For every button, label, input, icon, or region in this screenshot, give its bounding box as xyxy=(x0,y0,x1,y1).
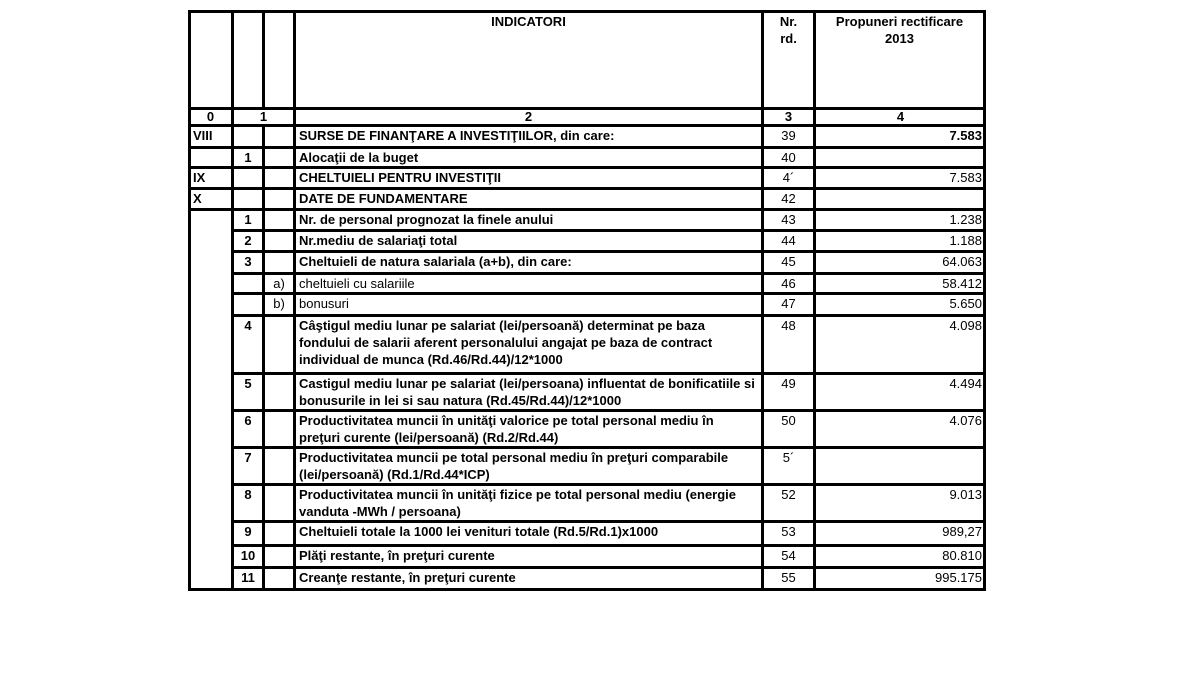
row-subitem-letter xyxy=(264,568,295,590)
row-nr-rd: 44 xyxy=(763,231,815,252)
row-subitem-letter xyxy=(264,546,295,568)
table-row xyxy=(190,411,985,448)
row-subitem-letter xyxy=(264,189,295,210)
table-row xyxy=(190,448,985,485)
table-row xyxy=(190,148,985,168)
row-indicator-label: Câştigul mediu lunar pe salariat (lei/persoană) determinat pe baza fondului de salarii aferent personalului angajat pe baza de contract individual de munca (Rd.46/Rd.44)/12*1000 xyxy=(295,316,763,374)
row-item-number xyxy=(233,189,264,210)
index-4: 4 xyxy=(815,109,985,126)
row-item-number: 1 xyxy=(233,210,264,231)
row-item-number: 4 xyxy=(233,316,264,374)
row-value: 7.583 xyxy=(815,168,985,189)
row-item-number: 6 xyxy=(233,411,264,448)
row-value: 64.063 xyxy=(815,252,985,274)
row-indicator-label: Cheltuieli de natura salariala (a+b), din care: xyxy=(295,252,763,274)
table-row xyxy=(190,522,985,546)
row-subitem-letter xyxy=(264,148,295,168)
column-index-row xyxy=(190,109,985,126)
row-indicator-label: bonusuri xyxy=(295,294,763,316)
row-value: 4.494 xyxy=(815,374,985,411)
row-item-number: 8 xyxy=(233,485,264,522)
header-col1b xyxy=(264,12,295,109)
index-1: 1 xyxy=(233,109,295,126)
row-indicator-label: Productivitatea muncii în unităţi fizice pe total personal mediu (energie vanduta -MWh / persoana) xyxy=(295,485,763,522)
row-nr-rd: 40 xyxy=(763,148,815,168)
row-item-number: 5 xyxy=(233,374,264,411)
row-nr-rd: 50 xyxy=(763,411,815,448)
row-nr-rd: 46 xyxy=(763,274,815,294)
index-2: 2 xyxy=(295,109,763,126)
row-indicator-label: Productivitatea muncii în unităţi valorice pe total personal mediu în preţuri curente (lei/persoană) (Rd.2/Rd.44) xyxy=(295,411,763,448)
row-subitem-letter xyxy=(264,231,295,252)
table-row xyxy=(190,168,985,189)
row-subitem-letter xyxy=(264,485,295,522)
table-row xyxy=(190,231,985,252)
row-indicator-label: DATE DE FUNDAMENTARE xyxy=(295,189,763,210)
row-nr-rd: 55 xyxy=(763,568,815,590)
table-row xyxy=(190,294,985,316)
row-nr-rd: 47 xyxy=(763,294,815,316)
row-nr-rd: 42 xyxy=(763,189,815,210)
row-nr-rd: 49 xyxy=(763,374,815,411)
row-subitem-letter xyxy=(264,316,295,374)
table-row xyxy=(190,126,985,148)
table-row xyxy=(190,274,985,294)
row-item-number: 7 xyxy=(233,448,264,485)
header-propuneri: Propuneri rectificare 2013 xyxy=(815,12,985,109)
row-value: 7.583 xyxy=(815,126,985,148)
row-indicator-label: Creanţe restante, în preţuri curente xyxy=(295,568,763,590)
row-indicator-label: Nr.mediu de salariaţi total xyxy=(295,231,763,252)
row-nr-rd: 43 xyxy=(763,210,815,231)
row-subitem-letter xyxy=(264,252,295,274)
row-subitem-letter: a) xyxy=(264,274,295,294)
row-indicator-label: Nr. de personal prognozat la finele anului xyxy=(295,210,763,231)
row-section-number: IX xyxy=(190,168,233,189)
row-value: 9.013 xyxy=(815,485,985,522)
row-section-number: VIII xyxy=(190,126,233,148)
row-item-number: 9 xyxy=(233,522,264,546)
row-item-number: 11 xyxy=(233,568,264,590)
row-nr-rd: 48 xyxy=(763,316,815,374)
index-0: 0 xyxy=(190,109,233,126)
row-value xyxy=(815,148,985,168)
indicators-table xyxy=(188,10,986,591)
row-nr-rd: 39 xyxy=(763,126,815,148)
row-value: 58.412 xyxy=(815,274,985,294)
row-item-number xyxy=(233,274,264,294)
row-subitem-letter xyxy=(264,374,295,411)
row-item-number: 10 xyxy=(233,546,264,568)
row-subitem-letter xyxy=(264,448,295,485)
row-item-number: 1 xyxy=(233,148,264,168)
row-item-number xyxy=(233,294,264,316)
row-value: 1.238 xyxy=(815,210,985,231)
row-value xyxy=(815,448,985,485)
row-nr-rd: 54 xyxy=(763,546,815,568)
row-subitem-letter: b) xyxy=(264,294,295,316)
row-nr-rd: 53 xyxy=(763,522,815,546)
row-value: 4.098 xyxy=(815,316,985,374)
row-value xyxy=(815,189,985,210)
table-row xyxy=(190,485,985,522)
header-indicatori: INDICATORI xyxy=(295,12,763,109)
row-value: 80.810 xyxy=(815,546,985,568)
row-indicator-label: Cheltuieli totale la 1000 lei venituri totale (Rd.5/Rd.1)x1000 xyxy=(295,522,763,546)
row-indicator-label: Productivitatea muncii pe total personal mediu în preţuri comparabile (lei/persoană) (Rd.1/Rd.44*ICP) xyxy=(295,448,763,485)
row-subitem-letter xyxy=(264,210,295,231)
row-indicator-label: Plăţi restante, în preţuri curente xyxy=(295,546,763,568)
row-value: 989,27 xyxy=(815,522,985,546)
header-col1 xyxy=(233,12,264,109)
table-row xyxy=(190,210,985,231)
row-section-number: X xyxy=(190,189,233,210)
row-value: 4.076 xyxy=(815,411,985,448)
row-section-number-merged xyxy=(190,210,233,590)
table-row xyxy=(190,252,985,274)
row-item-number xyxy=(233,168,264,189)
header-nr-rd xyxy=(763,12,815,109)
row-indicator-label: cheltuieli cu salariile xyxy=(295,274,763,294)
row-item-number: 3 xyxy=(233,252,264,274)
row-subitem-letter xyxy=(264,411,295,448)
row-item-number xyxy=(233,126,264,148)
row-item-number: 2 xyxy=(233,231,264,252)
table-row xyxy=(190,189,985,210)
row-nr-rd: 5´ xyxy=(763,448,815,485)
row-nr-rd: 52 xyxy=(763,485,815,522)
table-row xyxy=(190,568,985,590)
row-subitem-letter xyxy=(264,126,295,148)
row-indicator-label: Castigul mediu lunar pe salariat (lei/persoana) influentat de bonificatiile si bonusurile in lei si sau natura (Rd.45/Rd.44)/12*1000 xyxy=(295,374,763,411)
table-row xyxy=(190,374,985,411)
row-indicator-label: CHELTUIELI PENTRU INVESTIŢII xyxy=(295,168,763,189)
row-nr-rd: 45 xyxy=(763,252,815,274)
header-nr-rd-text: Nr. rd. xyxy=(779,14,798,46)
row-indicator-label: Alocaţii de la buget xyxy=(295,148,763,168)
row-section-number xyxy=(190,148,233,168)
header-col0 xyxy=(190,12,233,109)
row-nr-rd: 4´ xyxy=(763,168,815,189)
row-indicator-label: SURSE DE FINANŢARE A INVESTIŢIILOR, din care: xyxy=(295,126,763,148)
row-value: 1.188 xyxy=(815,231,985,252)
row-subitem-letter xyxy=(264,522,295,546)
row-value: 995.175 xyxy=(815,568,985,590)
header-row xyxy=(190,12,985,109)
index-3: 3 xyxy=(763,109,815,126)
row-subitem-letter xyxy=(264,168,295,189)
row-value: 5.650 xyxy=(815,294,985,316)
table-row xyxy=(190,316,985,374)
table-row xyxy=(190,546,985,568)
